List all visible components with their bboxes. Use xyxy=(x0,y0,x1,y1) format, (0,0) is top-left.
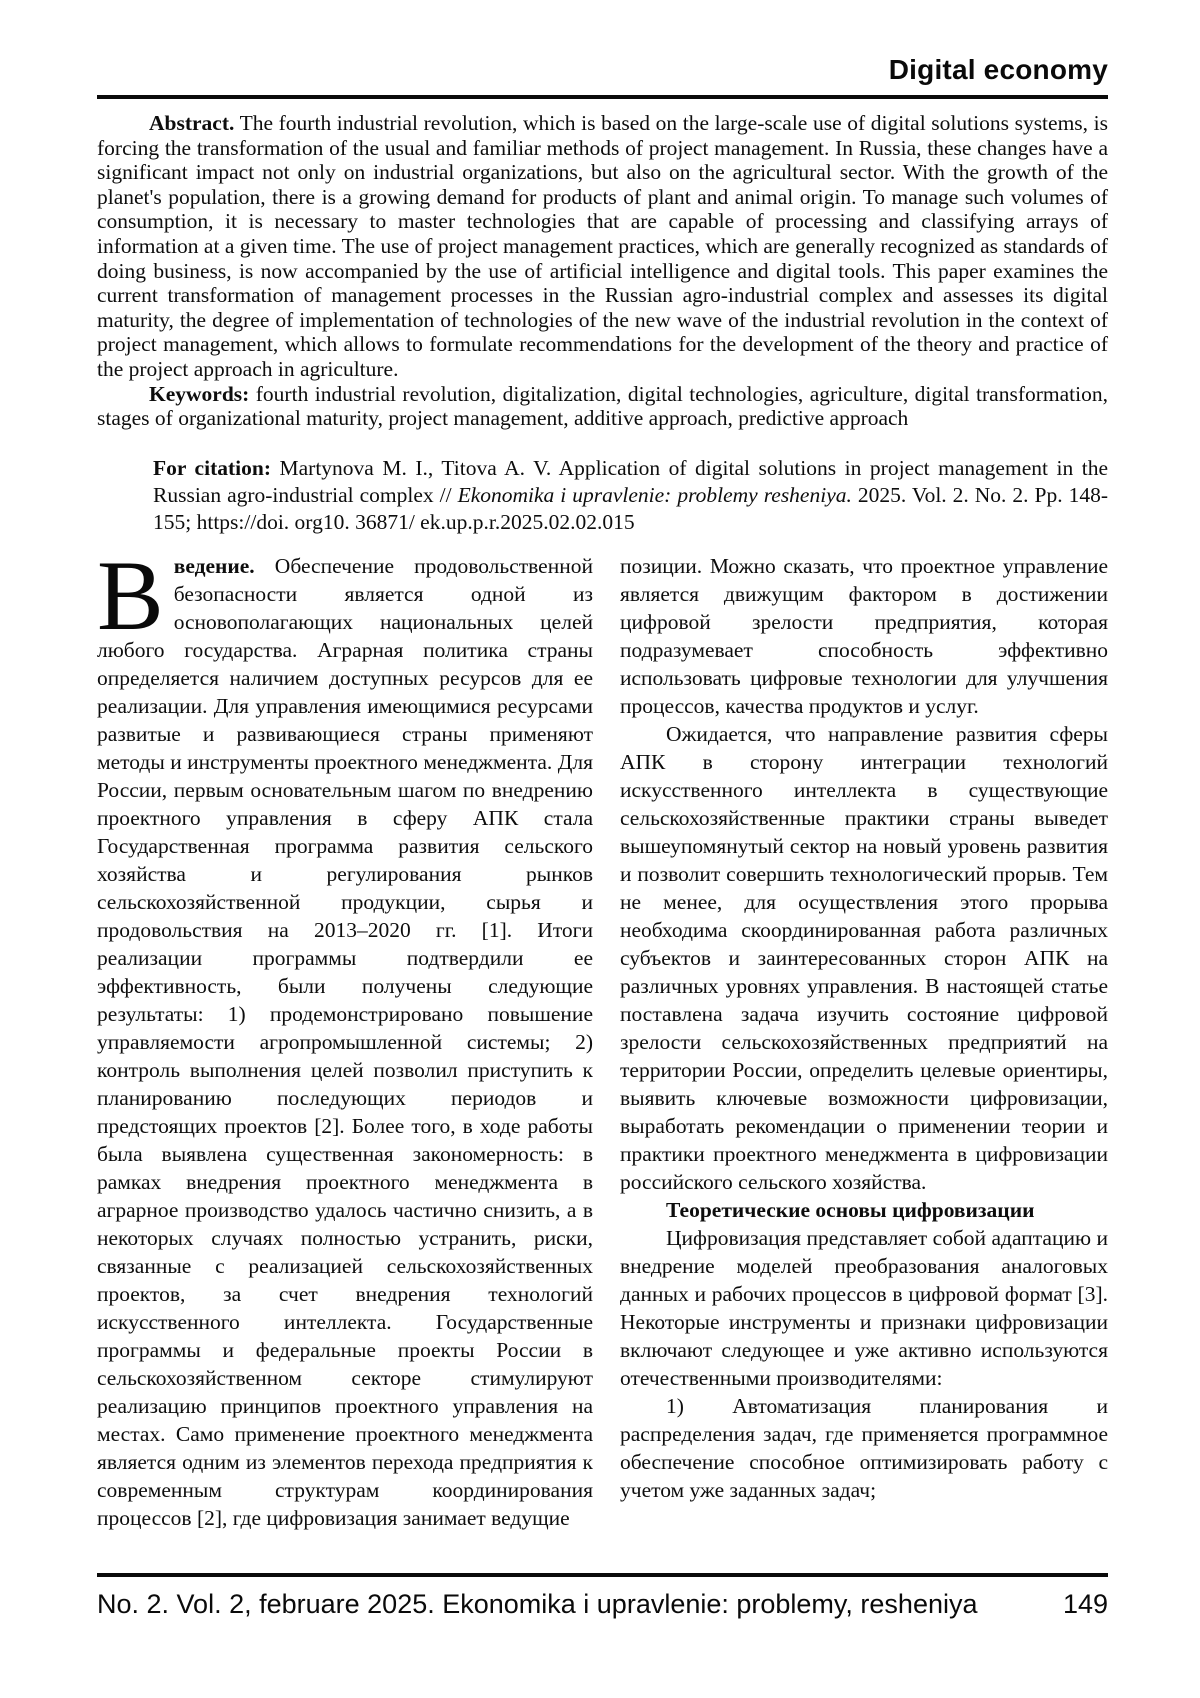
article-column-left xyxy=(97,539,593,1530)
page-content xyxy=(97,0,1108,1530)
body-paragraph: Ожидается, что направление развития сферы АПК в сторону интеграции технологий искусственного интеллекта в существующие сельскохозяйственные практики страны выведет вышеупомянутый сектор на новый уровень развития и позволит совершить технологический прорыв. Тем не менее, для осуществления этого прорыва необходима скоординированная работа различных субъектов и заинтересованных сторон АПК на различных уровнях управления. В настоящей статье поставлена задача изучить состояние цифровой зрелости сельскохозяйственных предприятий на территории России, определить целевые ориентиры, выявить ключевые возможности цифровизации, выработать рекомендации о применении теории и практики проектного менеджмента в цифровизации российского сельского хозяйства. xyxy=(620,721,1108,1194)
section-title: Digital economy xyxy=(888,54,1108,85)
page-footer xyxy=(97,1573,1108,1620)
abstract-label: Abstract. xyxy=(149,111,235,135)
section-subheading: Теоретические основы цифровизации xyxy=(666,1197,1035,1222)
article-column-right xyxy=(620,552,1108,1502)
header-rule xyxy=(97,95,1108,99)
abstract-text: The fourth industrial revolution, which is based on the large-scale use of digital solutions systems, is forcing the transformation of the usual and familiar methods of project management. In Russia, these changes have a significant impact not only on industrial organizations, but also on the agricultural sector. With the growth of the planet's population, there is a growing demand for products of plant and animal origin. To manage such volumes of consumption, it is necessary to master technologies that are capable of processing and classifying arrays of information at a given time. The use of project management practices, which are generally recognized as standards of doing business, is now accompanied by the use of artificial intelligence and digital tools. This paper examines the current transformation of management processes in the Russian agro-industrial complex and assesses its digital maturity, the degree of implementation of technologies of the new wave of the industrial revolution in the context of project management, which allows to formulate recommendations for the development of the theory and practice of the project approach in agriculture. xyxy=(97,111,1108,381)
citation-issue-info: 2025. Vol. 2. No. 2. Pp. 148-155; https://doi. org10. 36871/ ek.up.p.r.2025.02.02.015 xyxy=(153,482,1108,534)
keywords-text: fourth industrial revolution, digitalization, digital technologies, agriculture, digital transformation, stages of organizational maturity, project management, additive approach, predictive approach xyxy=(97,381,1108,431)
body-paragraph: 1) Автоматизация планирования и распределения задач, где применяется программное обеспечение способное оптимизировать работу с учетом уже заданных задач; xyxy=(620,1393,1108,1502)
citation-text: Martynova M. I., Titova A. V. Application of digital solutions in project management in the Russian agro-industrial complex // xyxy=(153,455,1108,507)
abstract-paragraph xyxy=(97,111,1108,382)
body-paragraph-continuation: позиции. Можно сказать, что проектное управление является движущим фактором в достижении цифровой зрелости предприятия, которая подразумевает способность эффективно использовать цифровые технологии для улучшения процессов, качества продуктов и услуг. xyxy=(620,553,1108,718)
keywords-paragraph xyxy=(97,382,1108,431)
abstract-block xyxy=(97,111,1108,431)
article-body xyxy=(97,539,1108,1530)
intro-bold-lead: ведение. xyxy=(173,553,255,578)
citation-journal-name: Ekonomika i upravlenie: problemy resheniya. xyxy=(457,482,852,507)
footer-journal-line: No. 2. Vol. 2, februare 2025. Ekonomika i upravlenie: problemy, resheniya xyxy=(97,1589,978,1619)
dropcap-letter: В xyxy=(97,539,164,651)
citation-label: For citation: xyxy=(153,455,271,480)
intro-paragraph xyxy=(97,539,593,1532)
body-paragraph: Цифровизация представляет собой адаптацию и внедрение моделей преобразования аналоговых данных и рабочих процессов в цифровой формат [3]. Некоторые инструменты и признаки цифровизации включают следующее и уже активно используются отечественными производителями: xyxy=(620,1225,1108,1390)
citation-block xyxy=(153,455,1108,536)
intro-text: Обеспечение продовольственной безопасности является одной из основополагающих национальных целей любого государства. Аграрная политика страны определяется наличием доступных ресурсов для ее реализации. Для управления имеющимися ресурсами развитые и развивающиеся страны применяют методы и инструменты проектного менеджмента. Для России, первым основательным шагом по внедрению проектного управления в сферу АПК стала Государственная программа развития сельского хозяйства и регулирования рынков сельскохозяйственной продукции, сырья и продовольствия на 2013–2020 гг. [1]. Итоги реализации программы подтвердили ее эффективность, были получены следующие результаты: 1) продемонстрировано повышение управляемости агропромышленной системы; 2) контроль выполнения целей позволил приступить к планированию последующих периодов и предстоящих проектов [2]. Более того, в ходе работы была выявлена существенная закономерность: в рамках внедрения проектного менеджмента в аграрное производство удалось частично снизить, а в некоторых случаях полностью устранить, риски, связанные с реализацией сельскохозяйственных проектов, за счет внедрения технологий искусственного интеллекта. Государственные программы и федеральные проекты России в сельскохозяйственном секторе стимулируют реализацию принципов проектного управления на местах. Само применение проектного менеджмента является одним из элементов перехода предприятия к современным структурам координирования процессов [2], где цифровизация занимает ведущие xyxy=(97,553,593,1530)
keywords-label: Keywords: xyxy=(149,381,250,406)
footer-page-number: 149 xyxy=(1062,1589,1108,1619)
